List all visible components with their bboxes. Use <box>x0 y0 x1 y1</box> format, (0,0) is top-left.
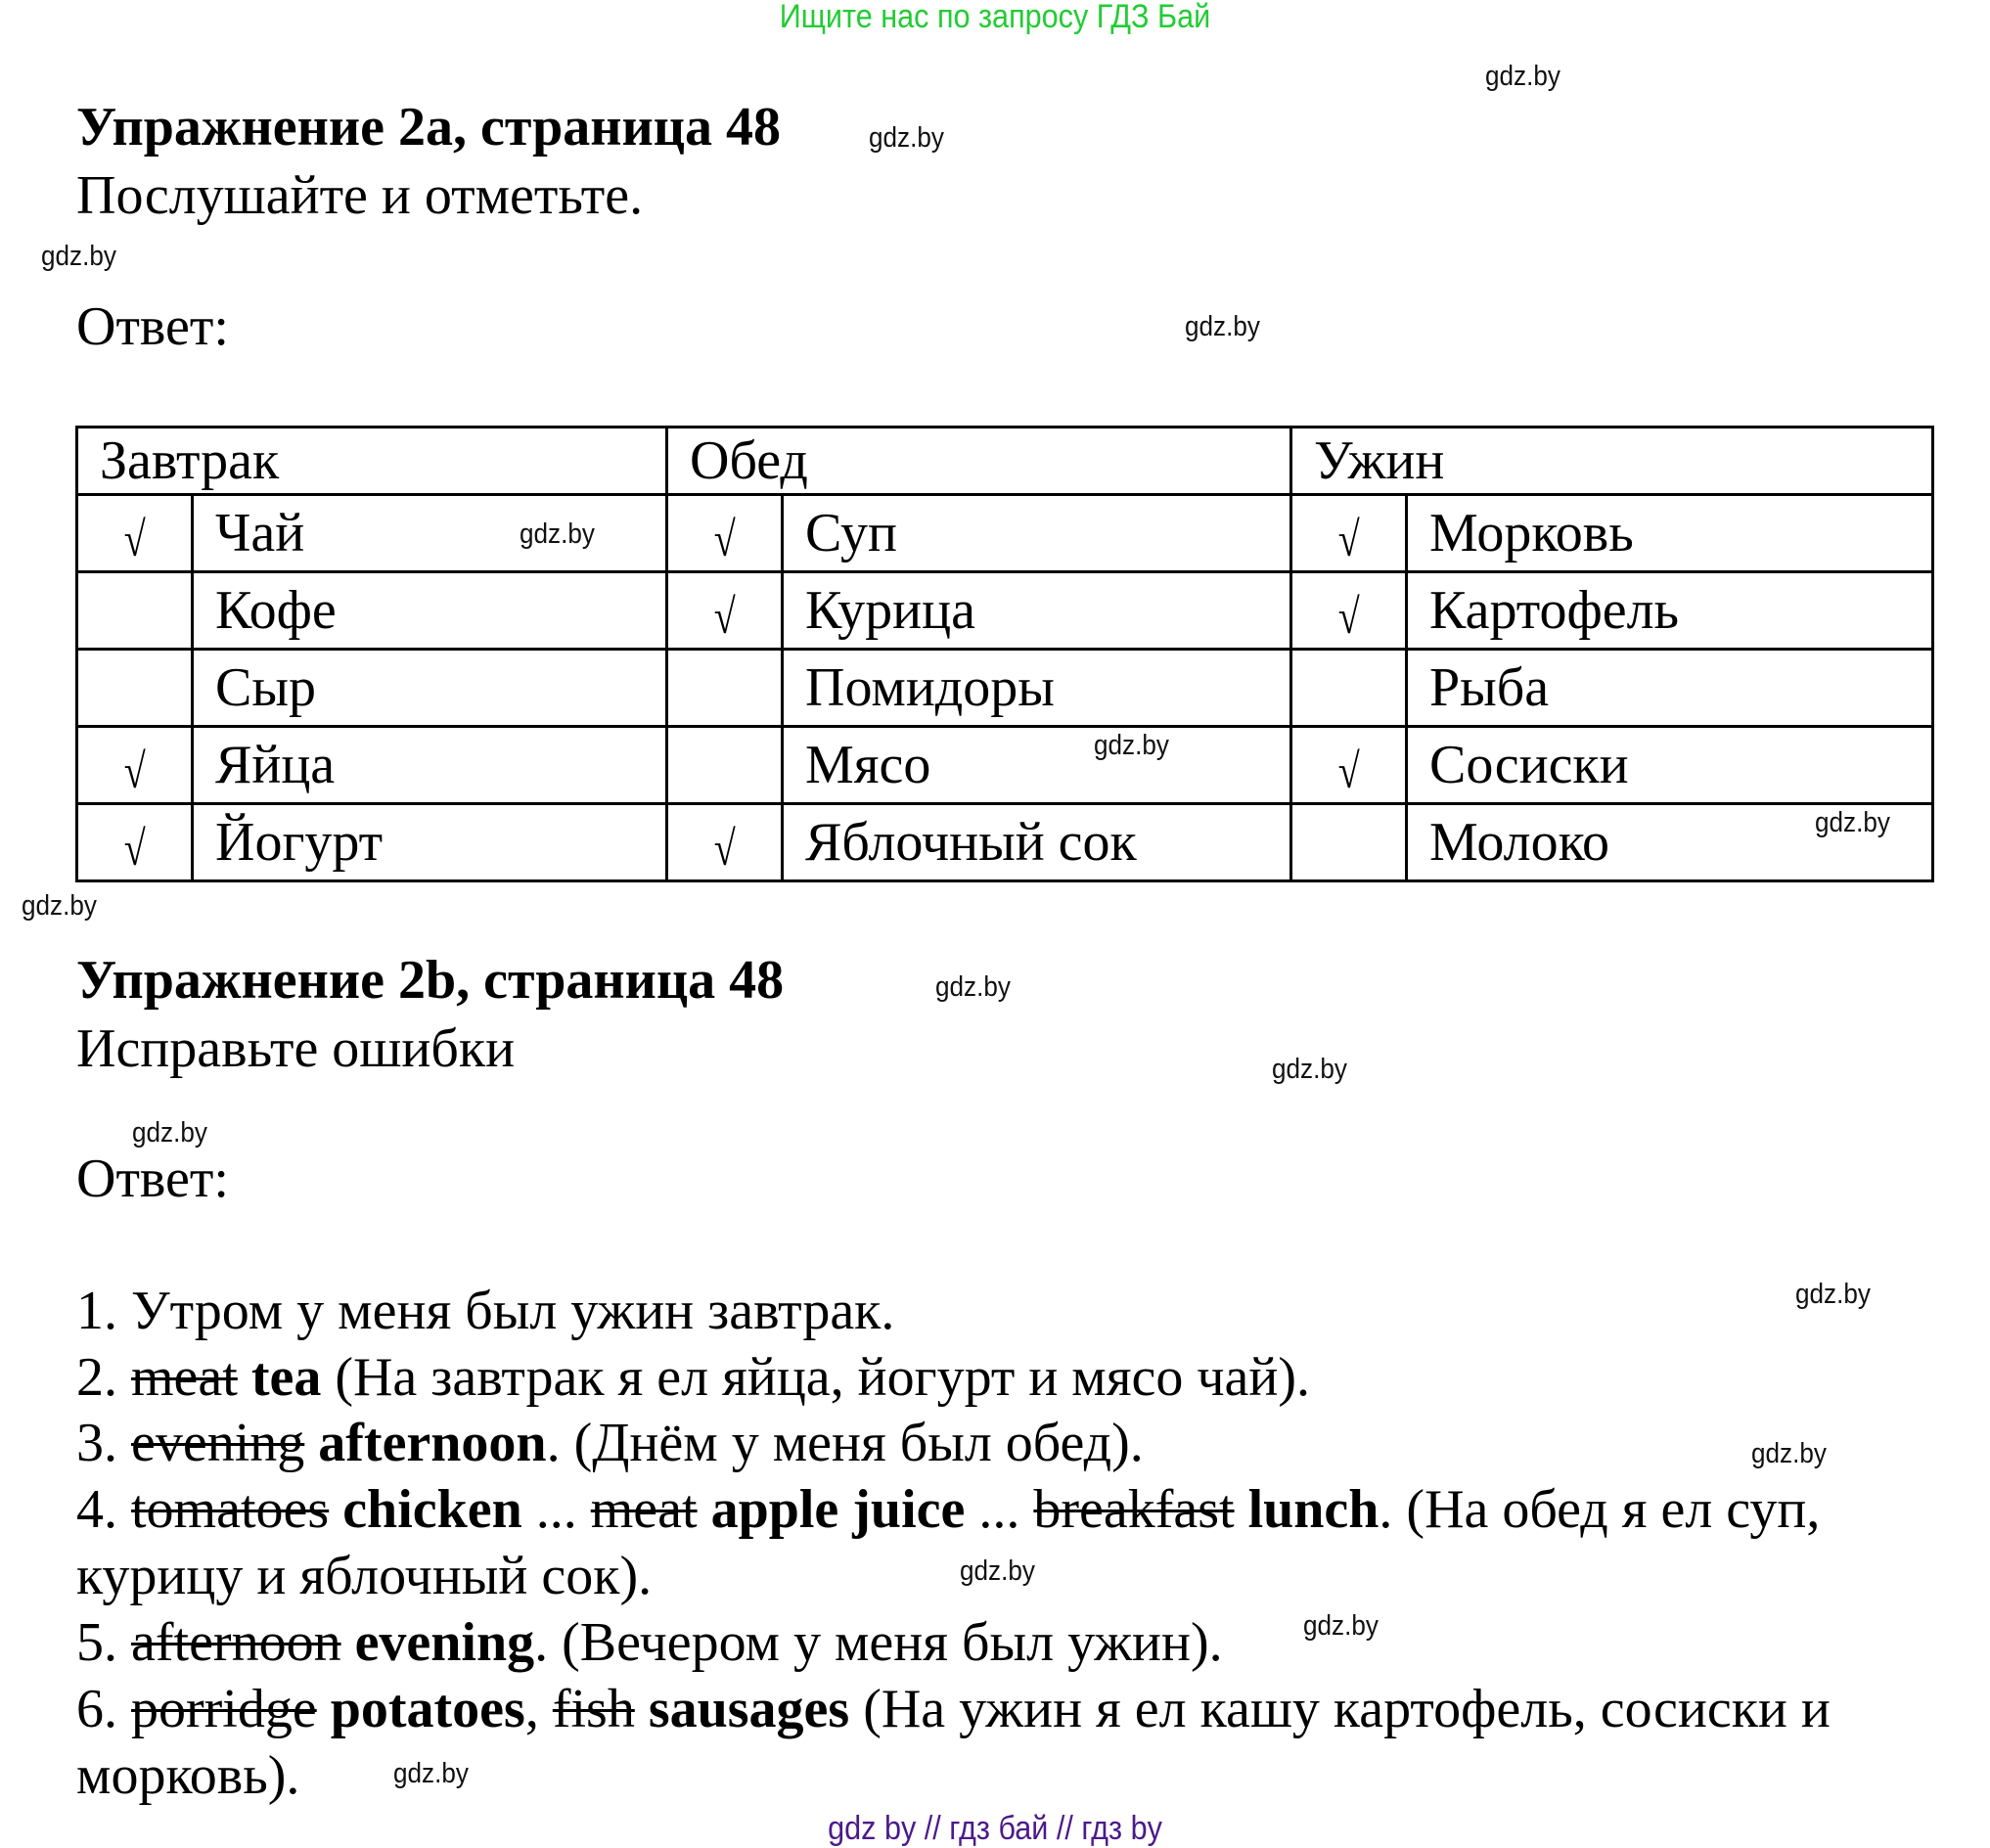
wrong-word: meat <box>131 1347 238 1408</box>
answer-text: Утром у меня был ужин завтрак. <box>117 1281 895 1341</box>
check-cell <box>1291 804 1407 881</box>
wrong-word: evening <box>131 1413 305 1473</box>
answer-text: . (Днём у меня был обед). <box>546 1413 1144 1473</box>
spacer <box>304 1413 318 1473</box>
food-item: Кофе <box>193 572 667 650</box>
checkmark-icon: √ <box>713 512 736 566</box>
correct-word: lunch <box>1247 1479 1379 1540</box>
food-item: Яйца <box>193 727 667 804</box>
food-item: Курица <box>783 572 1291 650</box>
check-cell <box>1291 727 1407 804</box>
spacer <box>117 1479 131 1540</box>
check-cell <box>1291 495 1407 572</box>
answer-line-6 <box>76 1678 1831 1740</box>
watermark: gdz.by <box>869 122 944 154</box>
answer-line-2 <box>76 1346 1310 1409</box>
watermark: gdz.by <box>41 241 116 272</box>
checkmark-icon: √ <box>1337 744 1360 798</box>
table-row <box>77 572 1933 650</box>
watermark: gdz.by <box>1815 807 1890 838</box>
spacer <box>317 1679 331 1739</box>
spacer <box>238 1347 251 1408</box>
watermark: gdz.by <box>132 1117 207 1149</box>
check-cell <box>667 495 783 572</box>
check-cell <box>77 495 193 572</box>
spacer <box>698 1479 711 1540</box>
checkmark-icon: √ <box>713 589 736 644</box>
header-dinner: Ужин <box>1291 428 1933 495</box>
answer-line-4 <box>76 1478 1820 1541</box>
correct-word: apple juice <box>710 1479 966 1540</box>
wrong-word: breakfast <box>1033 1479 1235 1540</box>
correct-word: chicken <box>342 1479 522 1540</box>
meals-table <box>75 426 1934 882</box>
footer-links[interactable]: gdz by // гдз бай // гдз by <box>828 1810 1162 1847</box>
watermark: gdz.by <box>393 1758 469 1789</box>
answer-line-1 <box>76 1280 894 1342</box>
food-item: Йогурт <box>193 804 667 881</box>
correct-word: afternoon <box>318 1413 547 1473</box>
ellipsis: ... <box>521 1479 591 1540</box>
check-cell <box>77 804 193 881</box>
answer-number: 6. <box>76 1679 117 1739</box>
answer-line-5 <box>76 1611 1223 1674</box>
correct-word: tea <box>250 1347 322 1408</box>
exercise-2b-title: Упражнение 2b, страница 48 <box>76 950 785 1011</box>
watermark: gdz.by <box>520 518 595 550</box>
exercise-2a-instruction: Послушайте и отметьте. <box>76 165 644 226</box>
answer-text: (На ужин я ел кашу картофель, сосиски и <box>849 1679 1831 1739</box>
answer-number: 5. <box>76 1612 117 1673</box>
correct-word: potatoes <box>330 1679 525 1739</box>
check-cell <box>1291 572 1407 650</box>
table-row <box>77 495 1933 572</box>
wrong-word: tomatoes <box>131 1479 330 1540</box>
food-item: Яблочный сок <box>783 804 1291 881</box>
checkmark-icon: √ <box>123 512 146 566</box>
food-item: Чай <box>193 495 667 572</box>
spacer <box>1235 1479 1248 1540</box>
watermark: gdz.by <box>960 1555 1035 1587</box>
checkmark-icon: √ <box>123 744 146 798</box>
header-breakfast: Завтрак <box>77 428 667 495</box>
table-row <box>77 650 1933 727</box>
check-cell <box>77 650 193 727</box>
answer-line-6-continued: морковь). <box>76 1745 300 1806</box>
answer-number: 2. <box>76 1347 117 1408</box>
food-item: Картофель <box>1407 572 1933 650</box>
exercise-2a-answer-label: Ответ: <box>76 296 229 357</box>
table-header-row <box>77 428 1933 495</box>
food-item: Мясо <box>783 727 1291 804</box>
checkmark-icon: √ <box>1337 589 1360 644</box>
food-item: Молоко <box>1407 804 1933 881</box>
answer-text: . (Вечером у меня был ужин). <box>534 1612 1223 1673</box>
food-item: Сыр <box>193 650 667 727</box>
separator: , <box>524 1679 553 1739</box>
check-cell <box>77 727 193 804</box>
ellipsis: ... <box>965 1479 1034 1540</box>
wrong-word: meat <box>590 1479 698 1540</box>
checkmark-icon: √ <box>123 821 146 876</box>
watermark: gdz.by <box>1272 1054 1347 1085</box>
check-cell <box>667 727 783 804</box>
exercise-2b-instruction: Исправьте ошибки <box>76 1018 516 1079</box>
spacer <box>117 1413 131 1473</box>
correct-word: evening <box>354 1612 535 1673</box>
checkmark-icon: √ <box>713 821 736 876</box>
watermark: gdz.by <box>1485 61 1560 92</box>
answer-number: 4. <box>76 1479 117 1540</box>
food-item: Морковь <box>1407 495 1933 572</box>
spacer <box>117 1347 131 1408</box>
check-cell <box>667 804 783 881</box>
correct-word: sausages <box>648 1679 850 1739</box>
check-cell <box>1291 650 1407 727</box>
food-item: Помидоры <box>783 650 1291 727</box>
spacer <box>341 1612 355 1673</box>
spacer <box>329 1479 342 1540</box>
answer-number: 1. <box>76 1281 117 1341</box>
check-cell <box>667 572 783 650</box>
answer-text: . (На обед я ел суп, <box>1379 1479 1821 1540</box>
header-lunch: Обед <box>667 428 1291 495</box>
exercise-2b-answer-label: Ответ: <box>76 1149 229 1209</box>
watermark: gdz.by <box>1094 730 1169 761</box>
watermark: gdz.by <box>1751 1438 1827 1469</box>
watermark: gdz.by <box>1185 311 1260 342</box>
check-cell <box>667 650 783 727</box>
answer-number: 3. <box>76 1413 117 1473</box>
food-item: Рыба <box>1407 650 1933 727</box>
search-banner[interactable]: Ищите нас по запросу ГДЗ Бай <box>779 0 1211 35</box>
spacer <box>635 1679 649 1739</box>
exercise-2a-title: Упражнение 2a, страница 48 <box>76 97 782 158</box>
answer-line-4-continued: курицу и яблочный сок). <box>76 1546 653 1606</box>
watermark: gdz.by <box>22 890 97 922</box>
spacer <box>117 1679 131 1739</box>
food-item: Сосиски <box>1407 727 1933 804</box>
food-item: Суп <box>783 495 1291 572</box>
watermark: gdz.by <box>1795 1279 1871 1310</box>
wrong-word: fish <box>552 1679 635 1739</box>
checkmark-icon: √ <box>1337 512 1360 566</box>
answer-line-3 <box>76 1412 1144 1474</box>
watermark: gdz.by <box>1303 1610 1379 1642</box>
wrong-word: porridge <box>131 1679 317 1739</box>
answer-text: (На завтрак я ел яйца, йогурт и мясо чай). <box>321 1347 1310 1408</box>
check-cell <box>77 572 193 650</box>
table-row <box>77 804 1933 881</box>
wrong-word: afternoon <box>131 1612 341 1673</box>
spacer <box>117 1612 131 1673</box>
table-row <box>77 727 1933 804</box>
watermark: gdz.by <box>935 971 1011 1003</box>
